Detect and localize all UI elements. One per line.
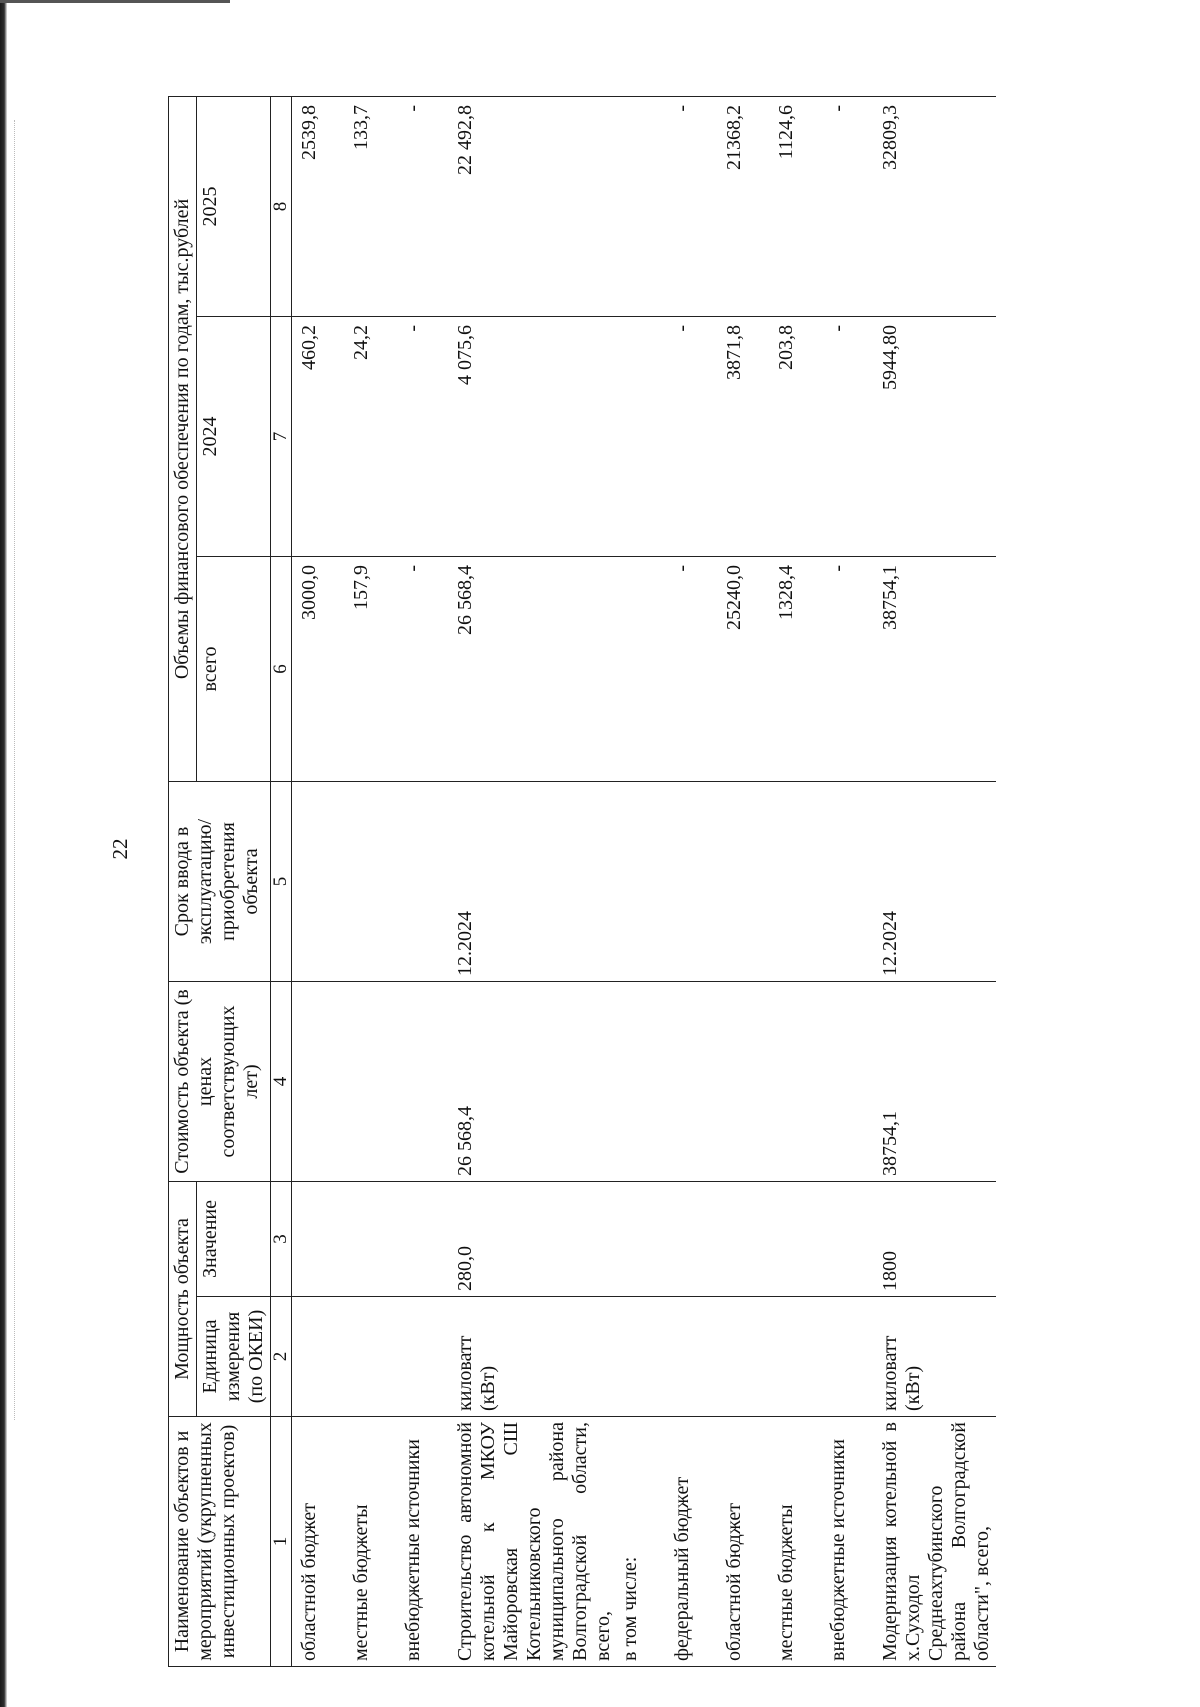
row-total: - [400, 557, 452, 782]
table-body [292, 96, 997, 1666]
table-row [877, 96, 996, 1666]
row-cost [348, 982, 400, 1182]
table-row [773, 96, 825, 1666]
row-term [773, 782, 825, 982]
row-value [617, 1182, 669, 1297]
row-name: местные бюджеты [773, 1417, 825, 1667]
row-value [721, 1182, 773, 1297]
row-total: 25240,0 [721, 557, 773, 782]
row-value [825, 1182, 877, 1297]
row-total: 1328,4 [773, 557, 825, 782]
row-2024: - [400, 317, 452, 557]
row-name: внебюджетные источники [400, 1417, 452, 1667]
column-number: 5 [271, 782, 292, 982]
column-number: 7 [271, 317, 292, 557]
row-2024: - [669, 317, 721, 557]
column-number: 1 [271, 1417, 292, 1667]
row-term [400, 782, 452, 982]
row-total: - [825, 557, 877, 782]
row-2024: 5944,80 [877, 317, 996, 557]
table-row [825, 96, 877, 1666]
row-total: 157,9 [348, 557, 400, 782]
row-name: Модернизация котельной в х.Суходол Среднеахтубинского района Волгоградской области", всего, [877, 1417, 996, 1667]
row-cost [773, 982, 825, 1182]
table-row [400, 96, 452, 1666]
header-object-name: Наименование объектов и мероприятий (укрупненных инвестиционных проектов) [169, 1417, 271, 1667]
row-unit [348, 1297, 400, 1417]
row-2024: - [825, 317, 877, 557]
row-name: областной бюджет [721, 1417, 773, 1667]
row-2025: - [400, 96, 452, 316]
header-total: всего [197, 557, 271, 782]
row-unit: киловатт (кВт) [452, 1297, 617, 1417]
header-year-2025: 2025 [197, 96, 271, 316]
row-value: 280,0 [452, 1182, 617, 1297]
table-header [169, 96, 292, 1666]
header-capacity: Мощность объекта [169, 1182, 197, 1417]
row-name: в том числе: [617, 1417, 669, 1667]
row-name: местные бюджеты [348, 1417, 400, 1667]
header-cost: Стоимость объекта (в ценах соответствующих лет) [169, 982, 271, 1182]
row-value [773, 1182, 825, 1297]
row-unit [773, 1297, 825, 1417]
row-total: 3000,0 [292, 557, 349, 782]
row-2025: 22 492,8 [452, 96, 617, 316]
row-cost: 38754,1 [877, 982, 996, 1182]
row-cost [825, 982, 877, 1182]
row-2025 [617, 96, 669, 316]
row-value [400, 1182, 452, 1297]
row-2024 [617, 317, 669, 557]
row-2025: 2539,8 [292, 96, 349, 316]
table-row [617, 96, 669, 1666]
row-term: 12.2024 [877, 782, 996, 982]
investment-table [168, 96, 996, 1667]
table-row [452, 96, 617, 1666]
row-name: федеральный бюджет [669, 1417, 721, 1667]
row-2024: 4 075,6 [452, 317, 617, 557]
column-number-row [271, 96, 292, 1666]
row-unit [400, 1297, 452, 1417]
row-2025: 21368,2 [721, 96, 773, 316]
row-name: Строительство автономной котельной к МКОУ Майоровская СШ Котельниковского муниципального района Волгоградской области, всего, [452, 1417, 617, 1667]
row-term: 12.2024 [452, 782, 617, 982]
row-2024: 24,2 [348, 317, 400, 557]
table-row [292, 96, 349, 1666]
row-value: 1800 [877, 1182, 996, 1297]
row-name: внебюджетные источники [825, 1417, 877, 1667]
header-year-2024: 2024 [197, 317, 271, 557]
row-total: - [669, 557, 721, 782]
row-unit [617, 1297, 669, 1417]
row-2024: 460,2 [292, 317, 349, 557]
column-number: 2 [271, 1297, 292, 1417]
row-2024: 3871,8 [721, 317, 773, 557]
row-cost [721, 982, 773, 1182]
row-cost: 26 568,4 [452, 982, 617, 1182]
row-term [825, 782, 877, 982]
row-2025: 133,7 [348, 96, 400, 316]
row-term [721, 782, 773, 982]
header-commission-term: Срок ввода в эксплуатацию/ приобретения объекта [169, 782, 271, 982]
column-number: 6 [271, 557, 292, 782]
row-total [617, 557, 669, 782]
table-row [669, 96, 721, 1666]
row-total: 26 568,4 [452, 557, 617, 782]
row-unit: киловатт (кВт) [877, 1297, 996, 1417]
table-row [348, 96, 400, 1666]
row-term [348, 782, 400, 982]
row-2024: 203,8 [773, 317, 825, 557]
header-capacity-unit: Единица измерения (по ОКЕИ) [197, 1297, 271, 1417]
row-cost [292, 982, 349, 1182]
row-total: 38754,1 [877, 557, 996, 782]
page-number: 22 [108, 838, 132, 860]
row-cost [400, 982, 452, 1182]
row-term [292, 782, 349, 982]
row-2025: 32809,3 [877, 96, 996, 316]
column-number: 4 [271, 982, 292, 1182]
row-cost [617, 982, 669, 1182]
column-number: 3 [271, 1182, 292, 1297]
row-value [669, 1182, 721, 1297]
row-2025: 1124,6 [773, 96, 825, 316]
row-unit [669, 1297, 721, 1417]
row-term [669, 782, 721, 982]
column-number: 8 [271, 96, 292, 316]
row-unit [292, 1297, 349, 1417]
header-capacity-value: Значение [197, 1182, 271, 1297]
row-2025: - [669, 96, 721, 316]
row-term [617, 782, 669, 982]
row-unit [825, 1297, 877, 1417]
row-2025: - [825, 96, 877, 316]
row-unit [721, 1297, 773, 1417]
row-name: областной бюджет [292, 1417, 349, 1667]
table-row [721, 96, 773, 1666]
row-cost [669, 982, 721, 1182]
header-funding: Объемы финансового обеспечения по годам, тыс.рублей [169, 96, 197, 781]
row-value [292, 1182, 349, 1297]
row-value [348, 1182, 400, 1297]
